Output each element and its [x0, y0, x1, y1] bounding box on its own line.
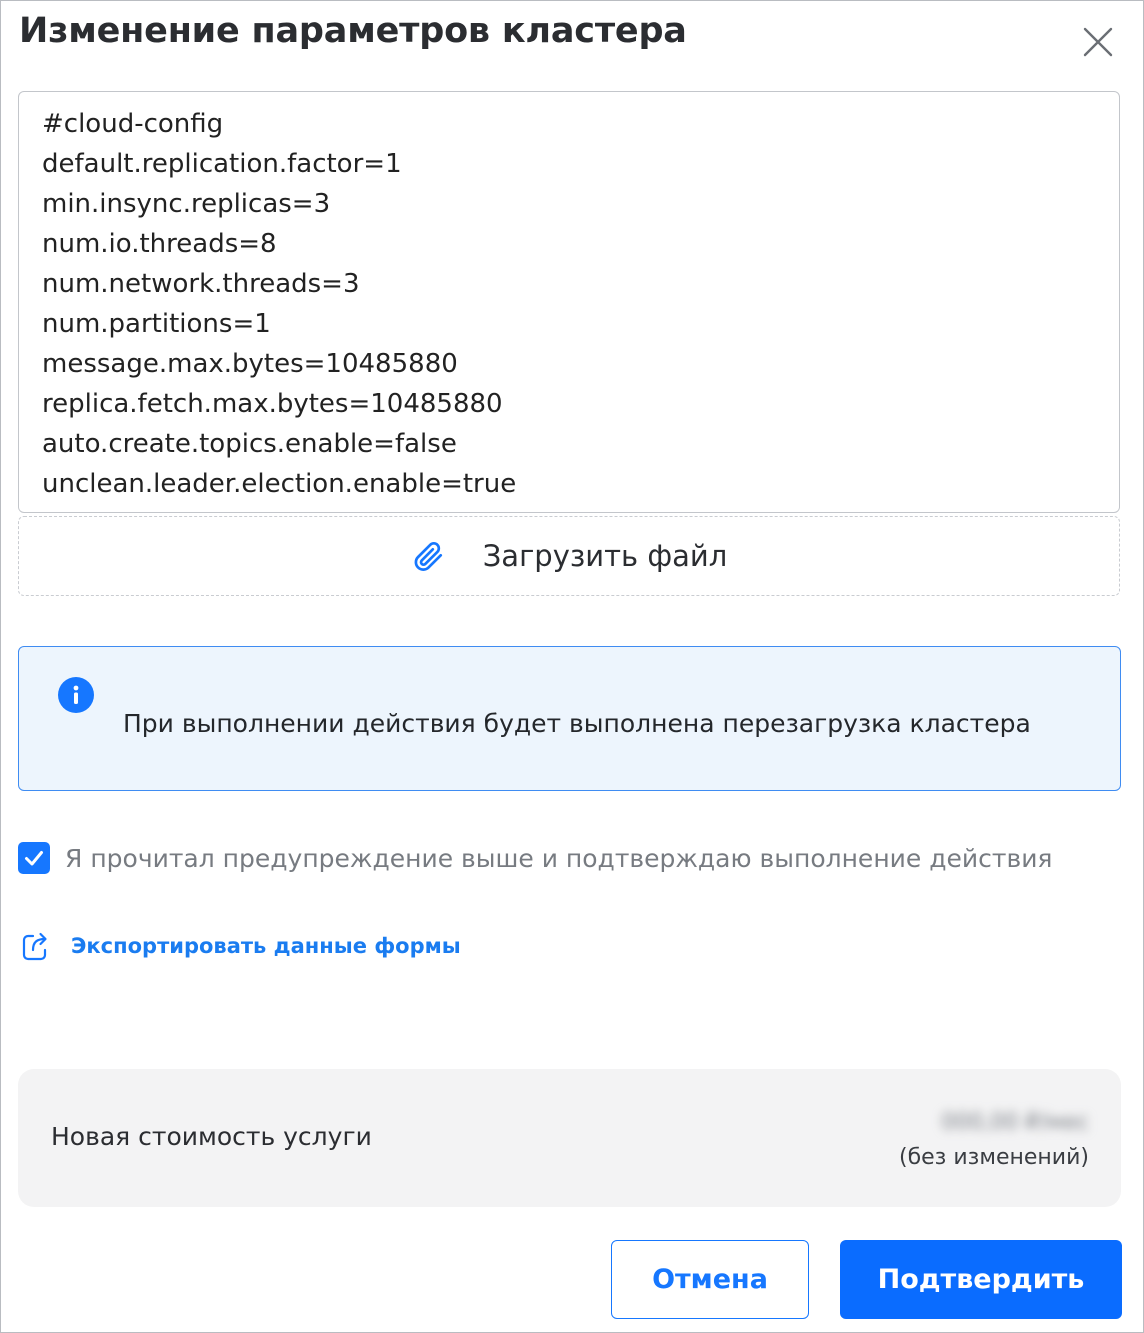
paperclip-icon: [411, 539, 445, 573]
config-line: num.network.threads=3: [42, 269, 360, 299]
check-icon: [22, 846, 46, 870]
config-line: num.io.threads=8: [42, 229, 277, 259]
config-line: auto.create.topics.enable=false: [42, 429, 457, 459]
cancel-button[interactable]: Отмена: [611, 1240, 809, 1319]
notice-text: При выполнении действия будет выполнена перезагрузка кластера: [123, 709, 1031, 738]
restart-warning-notice: [18, 646, 1121, 791]
export-label: Экспортировать данные формы: [71, 934, 461, 958]
config-line: num.partitions=1: [42, 309, 271, 339]
export-form-data-link[interactable]: [20, 930, 461, 962]
dialog-title: Изменение параметров кластера: [19, 11, 687, 51]
info-icon: [58, 677, 94, 713]
checkbox-label: Я прочитал предупреждение выше и подтверждаю выполнение действия: [65, 843, 1053, 873]
config-line: #cloud-config: [42, 109, 224, 139]
price-value-redacted: [917, 1107, 1089, 1137]
confirm-button[interactable]: Подтвердить: [840, 1240, 1122, 1319]
price-value: 000,00 ₽/мес: [941, 1109, 1089, 1135]
config-line: min.insync.replicas=3: [42, 189, 331, 219]
upload-file-label: Загрузить файл: [482, 539, 728, 573]
config-line: message.max.bytes=10485880: [42, 349, 458, 379]
close-icon[interactable]: [1079, 23, 1117, 61]
share-export-icon: [20, 930, 50, 962]
checkbox[interactable]: [18, 842, 50, 874]
config-line: unclean.leader.election.enable=true: [42, 469, 517, 499]
price-panel: [18, 1069, 1121, 1207]
config-editor[interactable]: [18, 91, 1120, 513]
upload-file-button[interactable]: [18, 516, 1120, 596]
price-note: (без изменений): [899, 1145, 1089, 1170]
config-line: replica.fetch.max.bytes=10485880: [42, 389, 503, 419]
config-line: default.replication.factor=1: [42, 149, 402, 179]
confirm-warning-checkbox[interactable]: [18, 842, 1052, 874]
price-label: Новая стоимость услуги: [51, 1122, 372, 1151]
